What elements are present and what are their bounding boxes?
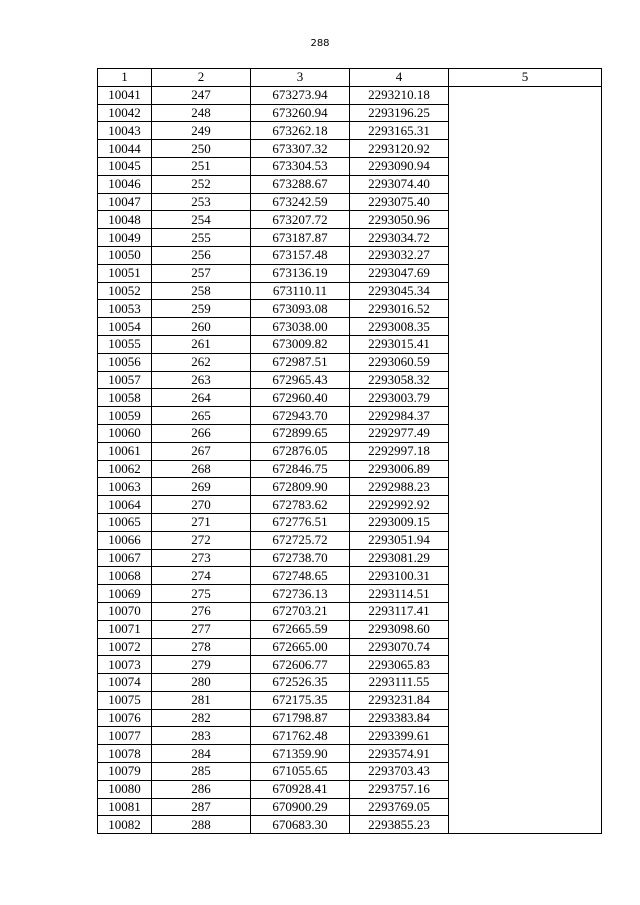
table-cell: 10079 — [98, 763, 152, 781]
table-cell: 10050 — [98, 246, 152, 264]
table-row — [98, 763, 602, 781]
table-cell: 277 — [152, 620, 251, 638]
table-cell: 249 — [152, 122, 251, 140]
table-cell: 673187.87 — [251, 229, 350, 247]
table-cell: 283 — [152, 727, 251, 745]
table-cell: 251 — [152, 157, 251, 175]
table-cell: 10053 — [98, 300, 152, 318]
table-cell: 2293009.15 — [350, 513, 449, 531]
table-cell: 10076 — [98, 709, 152, 727]
table-cell: 247 — [152, 86, 251, 104]
column-header: 5 — [449, 69, 602, 87]
table-cell-empty — [449, 229, 602, 247]
table-cell: 672776.51 — [251, 513, 350, 531]
table-cell: 2292992.92 — [350, 496, 449, 514]
table-cell: 672899.65 — [251, 424, 350, 442]
table-cell: 2293070.74 — [350, 638, 449, 656]
table-cell: 275 — [152, 585, 251, 603]
table-cell: 273 — [152, 549, 251, 567]
table-cell: 672783.62 — [251, 496, 350, 514]
table-cell: 672526.35 — [251, 674, 350, 692]
table-row — [98, 496, 602, 514]
table-cell-empty — [449, 282, 602, 300]
table-cell: 10056 — [98, 353, 152, 371]
table-cell-empty — [449, 318, 602, 336]
table-cell: 10065 — [98, 513, 152, 531]
table-cell-empty — [449, 478, 602, 496]
table-cell: 272 — [152, 531, 251, 549]
table-cell-empty — [449, 709, 602, 727]
table-cell: 2292988.23 — [350, 478, 449, 496]
table-cell: 2293050.96 — [350, 211, 449, 229]
table-row — [98, 780, 602, 798]
table-row — [98, 264, 602, 282]
table-cell: 2293047.69 — [350, 264, 449, 282]
table-cell-empty — [449, 798, 602, 816]
table-cell: 10072 — [98, 638, 152, 656]
table-cell: 2293383.84 — [350, 709, 449, 727]
table-cell-empty — [449, 442, 602, 460]
table-cell: 288 — [152, 816, 251, 834]
table-row — [98, 318, 602, 336]
table-cell: 670900.29 — [251, 798, 350, 816]
table-cell: 673038.00 — [251, 318, 350, 336]
table-cell: 10054 — [98, 318, 152, 336]
table-cell: 673136.19 — [251, 264, 350, 282]
column-header: 1 — [98, 69, 152, 87]
table-cell-empty — [449, 638, 602, 656]
table-cell: 673157.48 — [251, 246, 350, 264]
table-cell: 10059 — [98, 407, 152, 425]
table-cell-empty — [449, 727, 602, 745]
table-row — [98, 674, 602, 692]
table-cell-empty — [449, 656, 602, 674]
table-cell: 673260.94 — [251, 104, 350, 122]
column-header: 4 — [350, 69, 449, 87]
table-cell-empty — [449, 157, 602, 175]
table-cell-empty — [449, 745, 602, 763]
table-cell-empty — [449, 86, 602, 104]
table-cell: 673207.72 — [251, 211, 350, 229]
table-row — [98, 816, 602, 834]
table-cell: 2293111.55 — [350, 674, 449, 692]
table-row — [98, 157, 602, 175]
table-cell: 252 — [152, 175, 251, 193]
table-cell: 2293016.52 — [350, 300, 449, 318]
table-row — [98, 549, 602, 567]
table-cell: 10058 — [98, 389, 152, 407]
table-cell: 672175.35 — [251, 691, 350, 709]
table-cell: 279 — [152, 656, 251, 674]
table-cell: 271 — [152, 513, 251, 531]
table-cell: 10082 — [98, 816, 152, 834]
table-cell: 2293074.40 — [350, 175, 449, 193]
table-cell: 265 — [152, 407, 251, 425]
table-cell: 2293034.72 — [350, 229, 449, 247]
table-row — [98, 229, 602, 247]
table-cell-empty — [449, 353, 602, 371]
table-cell: 10055 — [98, 335, 152, 353]
table-cell: 10049 — [98, 229, 152, 247]
table-row — [98, 193, 602, 211]
table-cell: 262 — [152, 353, 251, 371]
table-cell: 671798.87 — [251, 709, 350, 727]
table-cell: 259 — [152, 300, 251, 318]
table-cell: 672736.13 — [251, 585, 350, 603]
table-row — [98, 531, 602, 549]
table-cell-empty — [449, 424, 602, 442]
table-row — [98, 727, 602, 745]
table-cell-empty — [449, 691, 602, 709]
table-cell-empty — [449, 371, 602, 389]
table-cell: 673242.59 — [251, 193, 350, 211]
table-cell-empty — [449, 602, 602, 620]
table-cell: 263 — [152, 371, 251, 389]
column-header: 2 — [152, 69, 251, 87]
table-cell-empty — [449, 264, 602, 282]
table-cell: 253 — [152, 193, 251, 211]
table-cell-empty — [449, 335, 602, 353]
table-row — [98, 709, 602, 727]
table-cell: 2293081.29 — [350, 549, 449, 567]
table-cell: 284 — [152, 745, 251, 763]
table-cell: 282 — [152, 709, 251, 727]
table-cell: 2292997.18 — [350, 442, 449, 460]
table-cell-empty — [449, 763, 602, 781]
table-cell: 10069 — [98, 585, 152, 603]
table-cell: 673304.53 — [251, 157, 350, 175]
table-cell: 270 — [152, 496, 251, 514]
table-cell: 256 — [152, 246, 251, 264]
table-cell: 671359.90 — [251, 745, 350, 763]
table-cell: 2293051.94 — [350, 531, 449, 549]
table-cell: 254 — [152, 211, 251, 229]
table-cell: 672960.40 — [251, 389, 350, 407]
table-cell: 672606.77 — [251, 656, 350, 674]
table-cell: 673288.67 — [251, 175, 350, 193]
table-cell: 10068 — [98, 567, 152, 585]
table-cell: 2293075.40 — [350, 193, 449, 211]
table-cell: 672876.05 — [251, 442, 350, 460]
table-cell: 673110.11 — [251, 282, 350, 300]
table-cell: 10044 — [98, 140, 152, 158]
table-header-row — [98, 69, 602, 87]
table-cell: 10045 — [98, 157, 152, 175]
table-cell-empty — [449, 496, 602, 514]
table-cell: 10066 — [98, 531, 152, 549]
table-cell: 257 — [152, 264, 251, 282]
table-cell: 672943.70 — [251, 407, 350, 425]
table-cell: 672965.43 — [251, 371, 350, 389]
table-cell: 10063 — [98, 478, 152, 496]
table-row — [98, 300, 602, 318]
table-cell-empty — [449, 122, 602, 140]
table-row — [98, 353, 602, 371]
table-cell-empty — [449, 211, 602, 229]
table-cell: 10064 — [98, 496, 152, 514]
table-cell: 672665.00 — [251, 638, 350, 656]
table-cell: 10070 — [98, 602, 152, 620]
table-cell: 10062 — [98, 460, 152, 478]
table-cell: 2293703.43 — [350, 763, 449, 781]
table-cell: 2293006.89 — [350, 460, 449, 478]
table-cell: 268 — [152, 460, 251, 478]
table-cell-empty — [449, 531, 602, 549]
table-cell: 260 — [152, 318, 251, 336]
table-cell: 2293769.05 — [350, 798, 449, 816]
table-cell: 2293210.18 — [350, 86, 449, 104]
table-cell: 2293399.61 — [350, 727, 449, 745]
table-cell-empty — [449, 140, 602, 158]
table-cell: 286 — [152, 780, 251, 798]
table-cell: 672809.90 — [251, 478, 350, 496]
table-row — [98, 745, 602, 763]
table-cell: 10078 — [98, 745, 152, 763]
table-row — [98, 424, 602, 442]
table-cell: 10081 — [98, 798, 152, 816]
table-cell: 670928.41 — [251, 780, 350, 798]
table-cell: 10060 — [98, 424, 152, 442]
table-row — [98, 638, 602, 656]
table-cell: 10073 — [98, 656, 152, 674]
table-row — [98, 460, 602, 478]
table-cell: 10043 — [98, 122, 152, 140]
table-cell: 2293090.94 — [350, 157, 449, 175]
table-cell: 672703.21 — [251, 602, 350, 620]
table-cell: 266 — [152, 424, 251, 442]
table-row — [98, 602, 602, 620]
table-cell: 287 — [152, 798, 251, 816]
table-cell-empty — [449, 193, 602, 211]
table-cell: 250 — [152, 140, 251, 158]
table-cell: 10067 — [98, 549, 152, 567]
table-cell: 10074 — [98, 674, 152, 692]
table-cell: 2293117.41 — [350, 602, 449, 620]
table-cell-empty — [449, 407, 602, 425]
table-cell: 267 — [152, 442, 251, 460]
page-number: 288 — [310, 38, 330, 49]
table-cell-empty — [449, 620, 602, 638]
table-row — [98, 122, 602, 140]
table-cell: 672738.70 — [251, 549, 350, 567]
table-cell-empty — [449, 780, 602, 798]
table-cell: 2293574.91 — [350, 745, 449, 763]
table-cell: 248 — [152, 104, 251, 122]
table-row — [98, 620, 602, 638]
table-cell: 261 — [152, 335, 251, 353]
table-cell-empty — [449, 816, 602, 834]
table-cell: 673273.94 — [251, 86, 350, 104]
table-cell: 671055.65 — [251, 763, 350, 781]
table-row — [98, 282, 602, 300]
table-cell: 278 — [152, 638, 251, 656]
table-row — [98, 567, 602, 585]
table-cell-empty — [449, 513, 602, 531]
table-cell: 10080 — [98, 780, 152, 798]
table-cell: 673262.18 — [251, 122, 350, 140]
table-cell: 269 — [152, 478, 251, 496]
table-cell: 672665.59 — [251, 620, 350, 638]
table-cell: 2293757.16 — [350, 780, 449, 798]
table-cell-empty — [449, 175, 602, 193]
table-cell: 670683.30 — [251, 816, 350, 834]
table-cell: 2293100.31 — [350, 567, 449, 585]
table-cell-empty — [449, 567, 602, 585]
table-cell: 673307.32 — [251, 140, 350, 158]
table-row — [98, 104, 602, 122]
table-row — [98, 691, 602, 709]
table-row — [98, 585, 602, 603]
table-cell: 672748.65 — [251, 567, 350, 585]
table-row — [98, 656, 602, 674]
table-row — [98, 407, 602, 425]
table-row — [98, 513, 602, 531]
table-row — [98, 175, 602, 193]
table-row — [98, 246, 602, 264]
table-cell: 10075 — [98, 691, 152, 709]
table-cell-empty — [449, 104, 602, 122]
table-cell: 10048 — [98, 211, 152, 229]
table-cell: 2293120.92 — [350, 140, 449, 158]
table-cell: 10041 — [98, 86, 152, 104]
table-cell: 672987.51 — [251, 353, 350, 371]
table-cell: 274 — [152, 567, 251, 585]
table-cell: 10051 — [98, 264, 152, 282]
table-cell: 2293045.34 — [350, 282, 449, 300]
table-cell: 671762.48 — [251, 727, 350, 745]
table-row — [98, 211, 602, 229]
table-cell: 2292984.37 — [350, 407, 449, 425]
table-cell: 2293060.59 — [350, 353, 449, 371]
table-cell: 264 — [152, 389, 251, 407]
table-cell: 2293231.84 — [350, 691, 449, 709]
table-cell: 673093.08 — [251, 300, 350, 318]
table-row — [98, 442, 602, 460]
table-cell: 2292977.49 — [350, 424, 449, 442]
table-cell: 281 — [152, 691, 251, 709]
table-cell: 2293058.32 — [350, 371, 449, 389]
table-row — [98, 798, 602, 816]
table-cell: 10077 — [98, 727, 152, 745]
column-header: 3 — [251, 69, 350, 87]
table-cell-empty — [449, 549, 602, 567]
table-row — [98, 389, 602, 407]
table-cell: 2293065.83 — [350, 656, 449, 674]
table-row — [98, 140, 602, 158]
table-row — [98, 86, 602, 104]
table-cell-empty — [449, 674, 602, 692]
table-cell: 280 — [152, 674, 251, 692]
table-cell: 2293003.79 — [350, 389, 449, 407]
coordinates-table — [97, 68, 602, 834]
table-cell: 255 — [152, 229, 251, 247]
table-cell: 10057 — [98, 371, 152, 389]
table-cell: 2293196.25 — [350, 104, 449, 122]
table-cell: 672846.75 — [251, 460, 350, 478]
table-cell-empty — [449, 460, 602, 478]
table-cell-empty — [449, 585, 602, 603]
table-cell: 2293098.60 — [350, 620, 449, 638]
table-cell: 10042 — [98, 104, 152, 122]
table-cell: 672725.72 — [251, 531, 350, 549]
table-cell: 10071 — [98, 620, 152, 638]
table-row — [98, 371, 602, 389]
table-cell: 673009.82 — [251, 335, 350, 353]
table-cell-empty — [449, 389, 602, 407]
table-cell: 10046 — [98, 175, 152, 193]
table-cell: 10061 — [98, 442, 152, 460]
table-cell: 10047 — [98, 193, 152, 211]
table-cell: 2293015.41 — [350, 335, 449, 353]
table-cell: 2293114.51 — [350, 585, 449, 603]
table-cell: 276 — [152, 602, 251, 620]
table-row — [98, 478, 602, 496]
table-cell: 2293855.23 — [350, 816, 449, 834]
table-cell: 285 — [152, 763, 251, 781]
table-cell-empty — [449, 300, 602, 318]
table-row — [98, 335, 602, 353]
table-cell: 258 — [152, 282, 251, 300]
table-cell: 10052 — [98, 282, 152, 300]
table-cell: 2293165.31 — [350, 122, 449, 140]
table-cell-empty — [449, 246, 602, 264]
table-cell: 2293032.27 — [350, 246, 449, 264]
table-cell: 2293008.35 — [350, 318, 449, 336]
